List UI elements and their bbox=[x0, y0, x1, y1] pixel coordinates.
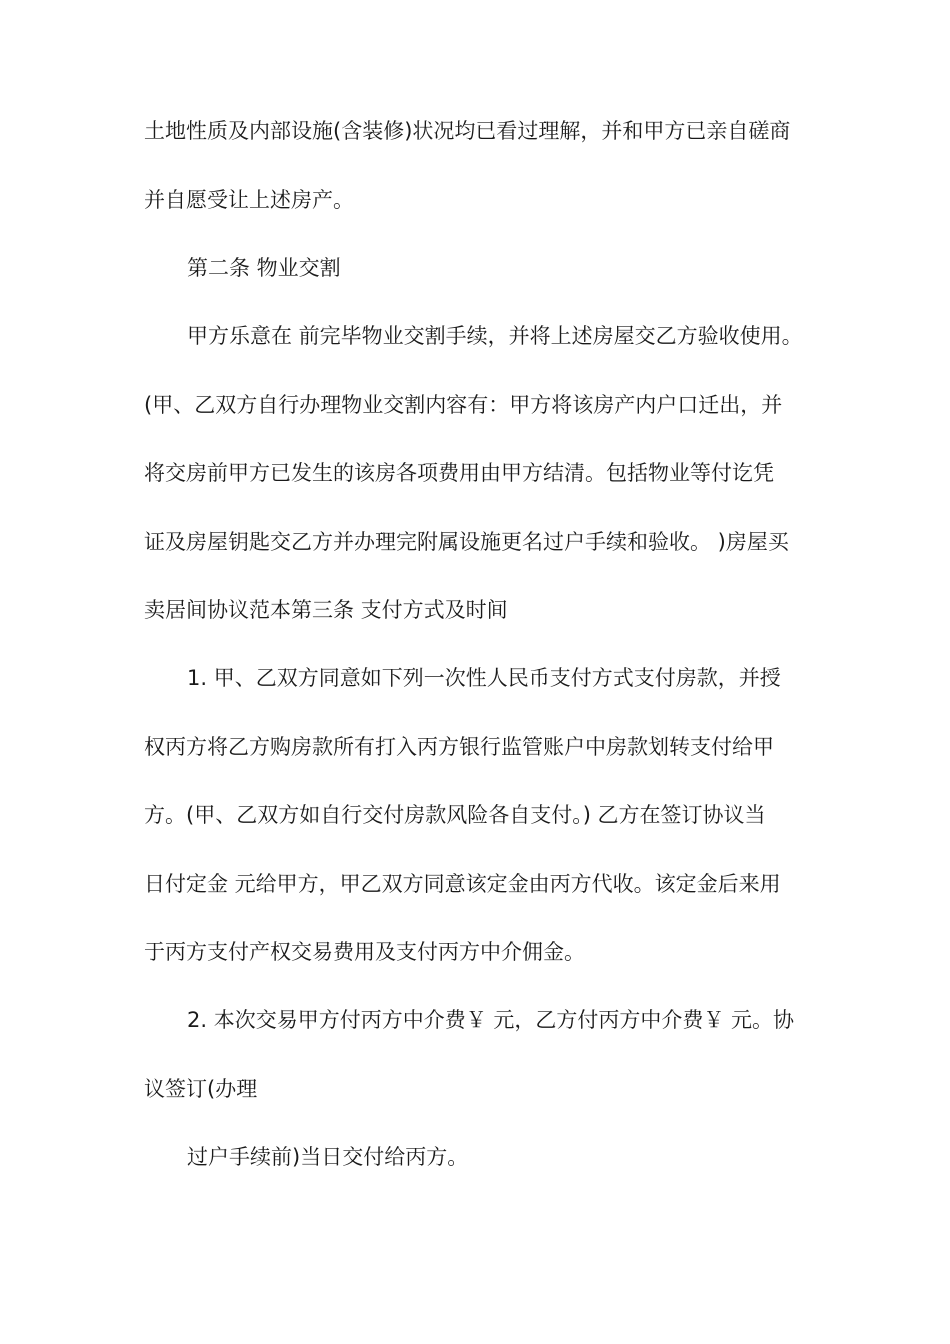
list-item-first-line: 2. 本次交易甲方付丙方中介费￥ 元，乙方付丙方中介费￥ 元。协 bbox=[187, 1008, 795, 1032]
body-text-line: (甲、乙双方自行办理物业交割内容有：甲方将该房产内户口迁出，并 bbox=[144, 393, 783, 417]
body-text-line: 方。(甲、乙双方如自行交付房款风险各自支付。) 乙方在签订协议当 bbox=[144, 803, 766, 827]
body-text-line: 土地性质及内部设施(含装修)状况均已看过理解，并和甲方已亲自磋商 bbox=[144, 119, 791, 143]
body-text-line: 权丙方将乙方购房款所有打入丙方银行监管账户中房款划转支付给甲 bbox=[144, 735, 774, 759]
paragraph-first-line: 甲方乐意在 前完毕物业交割手续，并将上述房屋交乙方验收使用。 bbox=[187, 324, 803, 348]
paragraph-first-line: 过户手续前)当日交付给丙方。 bbox=[187, 1145, 469, 1169]
body-text-line: 于丙方支付产权交易费用及支付丙方中介佣金。 bbox=[144, 940, 585, 964]
body-text-line: 证及房屋钥匙交乙方并办理完附属设施更名过户手续和验收。 )房屋买 bbox=[144, 530, 789, 554]
body-text-line: 卖居间协议范本第三条 支付方式及时间 bbox=[144, 598, 508, 622]
body-text-line: 并自愿受让上述房产。 bbox=[144, 188, 354, 212]
article-heading: 第二条 物业交割 bbox=[187, 256, 341, 280]
list-item-first-line: 1. 甲、乙双方同意如下列一次性人民币支付方式支付房款，并授 bbox=[187, 666, 781, 690]
body-text-line: 日付定金 元给甲方，甲乙双方同意该定金由丙方代收。该定金后来用 bbox=[144, 872, 781, 896]
body-text-line: 将交房前甲方已发生的该房各项费用由甲方结清。包括物业等付讫凭 bbox=[144, 461, 774, 485]
body-text-line: 议签订(办理 bbox=[144, 1077, 258, 1101]
